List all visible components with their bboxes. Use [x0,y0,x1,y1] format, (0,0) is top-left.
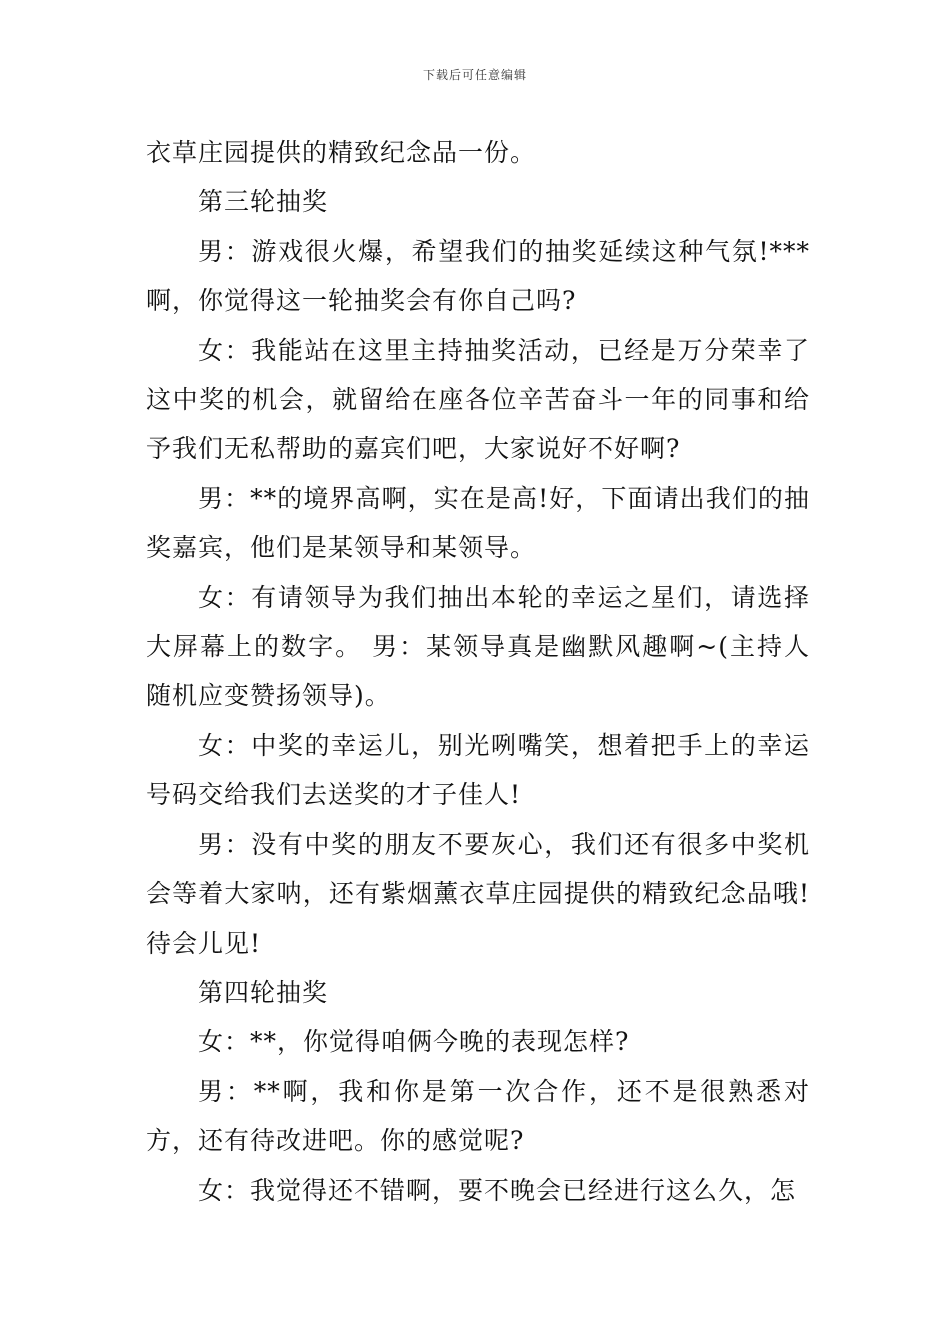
paragraph: 衣草庄园提供的精致纪念品一份。 [146,138,537,167]
paragraph: 女：有请领导为我们抽出本轮的幸运之星们，请选择大屏幕上的数字。 男：某领导真是幽默风趣啊~(主持人随机应变赞扬领导)。 [146,582,810,711]
paragraph: 女：我觉得还不错啊，要不晚会已经进行这么久，怎 [198,1175,797,1205]
document-body [146,128,810,1215]
paragraph: 女：中奖的幸运儿，别光咧嘴笑，想着把手上的幸运号码交给我们去送奖的才子佳人! [146,730,810,810]
paragraph: 男：游戏很火爆，希望我们的抽奖延续这种气氛!***啊，你觉得这一轮抽奖会有你自己吗? [146,236,810,316]
section-heading: 第四轮抽奖 [198,977,329,1007]
paragraph: 女：**，你觉得咱俩今晚的表现怎样? [198,1027,630,1057]
paragraph: 女：我能站在这里主持抽奖活动，已经是万分荣幸了这中奖的机会，就留给在座各位辛苦奋斗一年的同事和给予我们无私帮助的嘉宾们吧，大家说好不好啊? [146,335,810,464]
section-heading: 第三轮抽奖 [198,187,329,217]
page-header: 下载后可任意编辑 [422,68,527,82]
paragraph: 男：没有中奖的朋友不要灰心，我们还有很多中奖机会等着大家呐，还有紫烟薰衣草庄园提供的精致纪念品哦!待会儿见! [146,829,810,958]
paragraph: 男：**的境界高啊，实在是高!好，下面请出我们的抽奖嘉宾，他们是某领导和某领导。 [146,483,810,563]
paragraph: 男：**啊，我和你是第一次合作，还不是很熟悉对方，还有待改进吧。你的感觉呢? [146,1076,810,1156]
